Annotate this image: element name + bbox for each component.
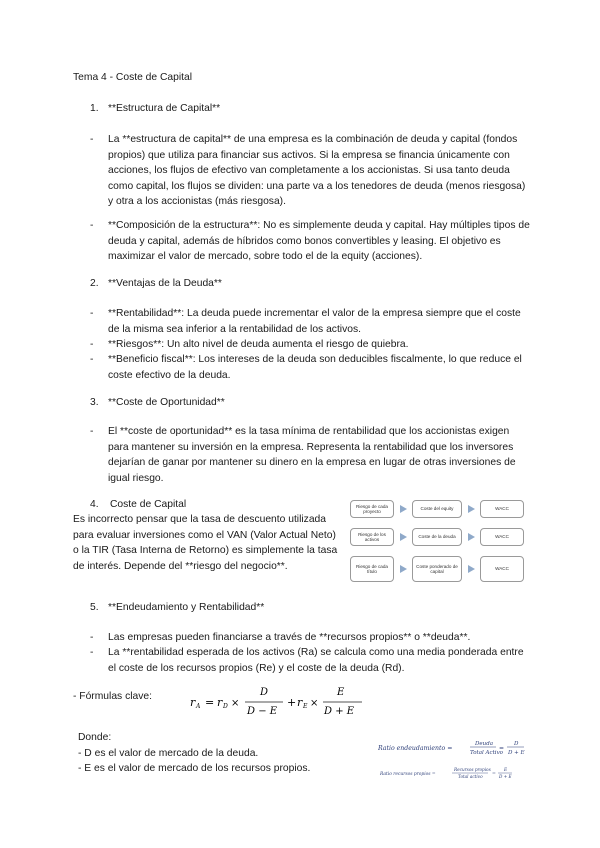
section-number: 5. <box>90 602 99 613</box>
formula-plus: + <box>287 696 297 709</box>
diagram-box: Riesgo de cada proyecto <box>350 500 394 518</box>
list-item-text: La **estructura de capital** de una empresa es la combinación de deuda y capital (fondos propios) que utiliza para financiar sus activos. Si la empresa se financia únicamente con acciones, los flujos de efectivo van completamente a los accionistas. Si usa tanto deuda como capital, los flujos se dividen: una parte va a los tenedores de deuda (menos riesgosa) y otra a los accionistas (más riesgosa). <box>108 134 526 208</box>
diagram-box: WACC <box>480 556 524 582</box>
diagram-box: WACC <box>480 500 524 518</box>
section-title: **Coste de Oportunidad** <box>108 397 225 408</box>
diagram-box: Coste de la deuda <box>412 528 462 546</box>
ratio-equity-num: Recursos propios <box>454 767 491 772</box>
list-item: - **Composición de la estructura**: No es simplemente deuda y capital. Hay múltiples tipos de deuda y capital, además de híbridos como bonos convertibles y leasing. El objetivo es maximizar el valor de mercado, sobre todo el de la equity (acciones). <box>90 218 530 265</box>
formula-num2: E <box>337 687 345 698</box>
list-item-text: **Rentabilidad**: La deuda puede incrementar el valor de la empresa siempre que el coste de la misma sea inferior a la rentabilidad de los activos. <box>108 308 521 335</box>
formula-num1: D <box>260 687 269 698</box>
formula-re: r <box>297 696 303 709</box>
list-item: - **Riesgos**: Un alto nivel de deuda aumenta el riesgo de quiebra. <box>90 337 530 353</box>
definitions-block <box>78 730 310 777</box>
formula-label: - Fórmulas clave: <box>73 691 152 702</box>
definitions-heading: Donde: <box>78 732 112 743</box>
ratios-formula <box>378 736 538 786</box>
ratio-debt-label: Ratio endeudamiento = <box>378 745 453 752</box>
formula-times: × <box>231 698 240 709</box>
section-heading-1 <box>90 101 220 117</box>
list-item-text: La **rentabilidad esperada de los activos (Ra) se calcula como una media ponderada entre el coste de los recursos propios (Re) y el coste de la deuda (Rd). <box>108 647 524 674</box>
formula-den2: D + E <box>324 706 355 717</box>
section-title: **Endeudamiento y Rentabilidad** <box>108 602 265 613</box>
ratio-debt-num2: D <box>514 741 519 747</box>
diagram-box: Riesgo de cada título <box>350 556 394 582</box>
list-item-text: Las empresas pueden financiarse a través de **recursos propios** o **deuda**. <box>108 632 471 643</box>
section-heading-4 <box>90 497 186 513</box>
section-heading-3 <box>90 395 225 411</box>
arrow-right-icon <box>468 533 475 541</box>
list-item-text: El **coste de oportunidad** es la tasa mínima de rentabilidad que los accionistas exigen para mantener su inversión en la empresa. Representa la rentabilidad que los inversores dejarían de ganar por mantener su dinero en la empresa en lugar de otras inversiones de igual riesgo. <box>108 426 516 484</box>
section-4-paragraph: Es incorrecto pensar que la tasa de descuento utilizada para evaluar inversiones como el VAN (Valor Actual Neto) o la TIR (Tasa Interna de Retorno) es simplemente la tasa de interés. Depende del **riesgo del negocio**. <box>73 514 338 572</box>
diagram-box: Coste ponderado de capital <box>412 556 462 582</box>
list-item: - **Beneficio fiscal**: Los intereses de la deuda son deducibles fiscalmente, lo que reduce el coste efectivo de la deuda. <box>90 352 530 383</box>
arrow-right-icon <box>400 505 407 513</box>
section-title: **Ventajas de la Deuda** <box>108 278 222 289</box>
list-item: - **Rentabilidad**: La deuda puede incrementar el valor de la empresa siempre que el coste de la misma sea inferior a la rentabilidad de los activos. <box>90 306 530 337</box>
formula-times: × <box>310 698 319 709</box>
formula-eq: = <box>205 696 215 709</box>
list-item-text: **Beneficio fiscal**: Los intereses de la deuda son deducibles fiscalmente, lo que reduce el coste efectivo de la deuda. <box>108 354 522 381</box>
section-number: 3. <box>90 397 99 408</box>
ratio-debt-num: Deuda <box>475 741 494 747</box>
section-number: 1. <box>90 103 99 114</box>
arrow-right-icon <box>468 505 475 513</box>
formula-rd: r <box>217 696 223 709</box>
section-heading-5 <box>90 600 264 616</box>
diagram-box: Coste del equity <box>412 500 462 518</box>
list-item-text: **Composición de la estructura**: No es simplemente deuda y capital. Hay múltiples tipos de deuda y capital, además de híbridos como bonos convertibles y leasing. El objetivo es maximizar el valor de mercado, sobre todo el de la equity (acciones). <box>108 220 530 263</box>
arrow-right-icon <box>400 565 407 573</box>
list-item: - Las empresas pueden financiarse a través de **recursos propios** o **deuda**. <box>90 630 530 646</box>
formula-lhs: r <box>190 696 196 709</box>
diagram-box: WACC <box>480 528 524 546</box>
ratio-debt-den2: D + E <box>508 750 525 756</box>
section-title: Coste de Capital <box>110 499 187 510</box>
ratio-equity-eq: = <box>492 772 496 777</box>
ratio-equity-label: Ratio recursos propios = <box>380 772 436 777</box>
formula-sub-a: A <box>196 703 201 710</box>
list-item: - El **coste de oportunidad** es la tasa mínima de rentabilidad que los accionistas exigen para mantener su inversión en la empresa. Representa la rentabilidad que los inversores dejarían de ganar por mantener su dinero en la empresa en lugar de otras inversiones de igual riesgo. <box>90 424 530 486</box>
ratio-equity-den: Total activo <box>458 774 483 779</box>
list-item: - La **rentabilidad esperada de los activos (Ra) se calcula como una media ponderada entre el coste de los recursos propios (Re) y el coste de la deuda (Rd). <box>90 645 530 676</box>
section-number: 2. <box>90 278 99 289</box>
section-heading-2 <box>90 276 222 292</box>
formula-den1: D − E <box>247 706 278 717</box>
ratio-equity-num2: E <box>504 767 508 772</box>
arrow-right-icon <box>400 533 407 541</box>
ratio-debt-den: Total Activo <box>470 750 503 756</box>
arrow-right-icon <box>468 565 475 573</box>
page-title: Tema 4 - Coste de Capital <box>73 72 193 83</box>
cost-of-capital-diagram <box>346 496 528 588</box>
formula-sub-e: E <box>303 703 308 710</box>
wacc-formula <box>190 684 365 720</box>
section-number: 4. <box>90 499 99 510</box>
formula-sub-d: D <box>223 703 228 710</box>
diagram-box: Riesgo de los activos <box>350 528 394 546</box>
definition-item: - E es el valor de mercado de los recursos propios. <box>78 763 311 775</box>
ratio-debt-eq: = <box>499 745 505 752</box>
ratio-equity-den2: D + E <box>499 774 512 779</box>
section-title: **Estructura de Capital** <box>108 103 221 114</box>
list-item-text: **Riesgos**: Un alto nivel de deuda aumenta el riesgo de quiebra. <box>108 339 409 350</box>
definition-item: - D es el valor de mercado de la deuda. <box>78 747 259 759</box>
list-item: - La **estructura de capital** de una empresa es la combinación de deuda y capital (fondos propios) que utiliza para financiar sus activos. Si la empresa se financia únicamente con acciones, los flujos de efectivo van completamente a los accionistas. Si usa tanto deuda como capital, los flujos se dividen: una parte va a los tenedores de deuda (menos riesgosa) y otra a los accionistas (más riesgosa). <box>90 132 530 210</box>
